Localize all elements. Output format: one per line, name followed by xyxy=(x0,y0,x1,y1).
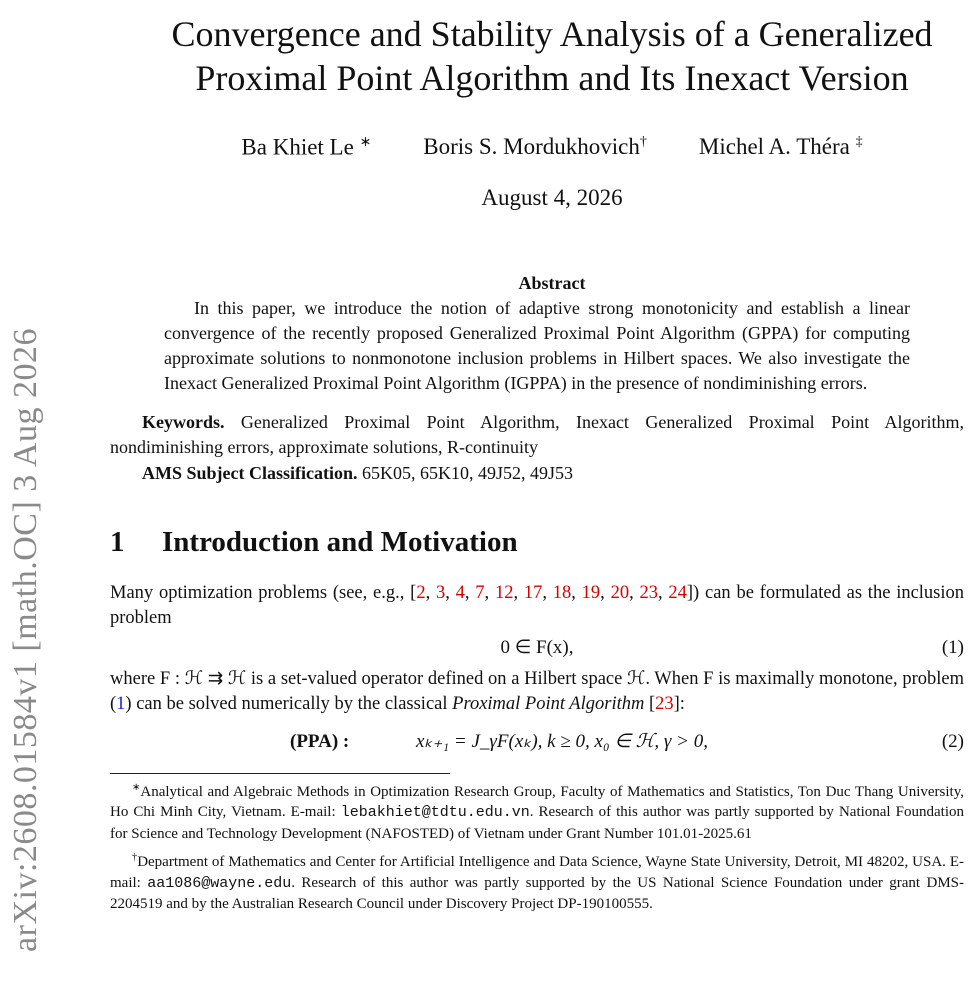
citation-link[interactable]: 17 xyxy=(523,582,543,603)
section-heading: 1 Introduction and Motivation xyxy=(110,525,518,558)
equation-tag: (1) xyxy=(941,636,964,658)
abstract-heading: Abstract xyxy=(518,272,586,293)
citation-link[interactable]: 2 xyxy=(416,582,426,603)
arxiv-sidebar xyxy=(2,0,50,1000)
equation-link[interactable]: 1 xyxy=(116,693,126,714)
citation-link[interactable]: 23 xyxy=(655,693,674,714)
keywords: Keywords. Generalized Proximal Point Algorithm, Inexact Generalized Proximal Point Algorithm, nondiminishing errors, approximate solutions, R-continuity xyxy=(110,411,965,457)
footnotes xyxy=(110,774,964,934)
equation-1: 0 ∈ F(x), (1) xyxy=(110,631,964,665)
citation-link[interactable]: 7 xyxy=(475,582,485,603)
citation-link[interactable]: 4 xyxy=(455,582,465,603)
citation-link[interactable]: 20 xyxy=(610,582,630,603)
citation-link[interactable]: 24 xyxy=(668,582,687,603)
author: Boris S. Mordukhovich† xyxy=(423,134,647,159)
footnote: ∗Analytical and Algebraic Methods in Optimization Research Group, Faculty of Mathematics and Statistics, Ton Duc Thang University, Ho Chi Minh City, Vietnam. E-mail: lebakhiet@tdtu.edu.vn. Research of this author was partly supported by National Foundation for Science and Technology Development (NAFOSTED) of Vietnam under Grant Number 101.01-2025.61 xyxy=(110,781,964,842)
equation-tag: (2) xyxy=(941,730,964,752)
paper-page xyxy=(110,0,964,934)
citation-link[interactable]: 12 xyxy=(494,582,514,603)
arxiv-identifier: arXiv:2608.01584v1 [math.OC] 3 Aug 2026 xyxy=(7,328,44,952)
paper-date: August 4, 2026 xyxy=(481,184,623,210)
author: Michel A. Théra ‡ xyxy=(698,134,863,159)
paper-title: Convergence and Stability Analysis of a Generalized Proximal Point Algorithm and Its Inexact Version xyxy=(171,14,933,98)
intro-paragraph-2: where F : ℋ ⇉ ℋ is a set-valued operator defined on a Hilbert space ℋ. When F is maximally monotone, problem (1) can be solved numerically by the classical Proximal Point Algorithm [23]: xyxy=(110,668,964,714)
citation-link[interactable]: 23 xyxy=(639,582,658,603)
citation-link[interactable]: 3 xyxy=(435,582,446,603)
ppa-label: (PPA) : xyxy=(290,730,350,752)
abstract-text: In this paper, we introduce the notion of adaptive strong monotonicity and establish a linear convergence of the recently proposed Generalized Proximal Point Algorithm (GPPA) for computing approximate solutions to nonmonotone inclusion problems in Hilbert spaces. We also investigate the Inexact Generalized Proximal Point Algorithm (IGPPA) in the presence of nondiminishing errors. xyxy=(164,297,910,393)
equation-2: (PPA) : xₖ₊₁ = J_γF(xₖ), k ≥ 0, x₀ ∈ ℋ, γ > 0, (2) xyxy=(110,725,964,759)
author: Ba Khiet Le ∗ xyxy=(241,134,372,160)
author-list xyxy=(140,134,964,161)
ams-classification: AMS Subject Classification. 65K05, 65K10, 49J52, 49J53 xyxy=(142,462,574,483)
intro-paragraph: Many optimization problems (see, e.g., [2, 3, 4, 7, 12, 17, 18, 19, 20, 23, 24]) can be formulated as the inclusion problem xyxy=(110,582,965,628)
citation-link[interactable]: 18 xyxy=(552,582,572,603)
citation-link[interactable]: 19 xyxy=(581,582,601,603)
footnote: †Department of Mathematics and Center for Artificial Intelligence and Data Science, Wayne State University, Detroit, MI 48202, USA. E-mail: aa1086@wayne.edu. Research of this author was partly supported by the US National Science Foundation under grant DMS-2204519 and by the Australian Research Council under Discovery Project DP-190100555. xyxy=(110,852,964,913)
